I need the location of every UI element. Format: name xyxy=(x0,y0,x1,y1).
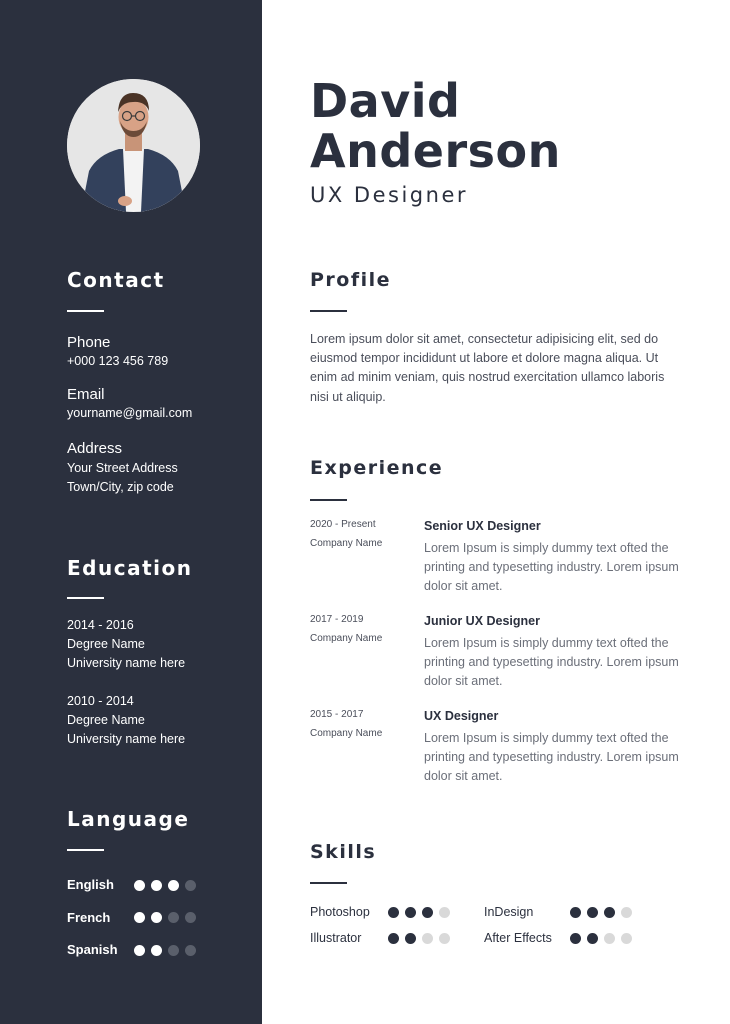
experience-description: Lorem Ipsum is simply dummy text ofted the printing and typesetting industry. Lorem ipsum dolor sit amet. xyxy=(424,636,679,688)
rating-dot-filled xyxy=(134,912,145,923)
rating-dot-filled xyxy=(151,945,162,956)
experience-company: Company Name xyxy=(310,728,383,739)
rating-dot-empty xyxy=(185,880,196,891)
skill-name: InDesign xyxy=(484,905,534,919)
person-illustration xyxy=(67,79,200,212)
rating-dot-filled xyxy=(168,880,179,891)
rating-dot-filled xyxy=(587,933,598,944)
skill-name: Illustrator xyxy=(310,931,362,945)
rating-dot-empty xyxy=(604,933,615,944)
job-title: UX Designer xyxy=(310,183,468,207)
rating-dot-filled xyxy=(134,945,145,956)
language-heading: Language xyxy=(67,807,190,831)
experience-company: Company Name xyxy=(310,538,383,549)
education-school: University name here xyxy=(67,656,186,670)
education-divider xyxy=(67,597,104,599)
language-name: English xyxy=(67,877,114,892)
experience-role: Senior UX Designer xyxy=(424,519,541,533)
person-name xyxy=(310,76,561,176)
rating-dot-empty xyxy=(185,945,196,956)
email-label: Email xyxy=(67,386,105,403)
skill-item xyxy=(484,931,644,945)
profile-heading: Profile xyxy=(310,269,392,291)
rating-dot-empty xyxy=(621,933,632,944)
education-degree: Degree Name xyxy=(67,713,145,727)
contact-heading: Contact xyxy=(67,268,165,292)
experience-dates: 2015 - 2017 xyxy=(310,709,364,720)
profile-divider xyxy=(310,310,347,312)
skills-divider xyxy=(310,882,347,884)
rating-dot-filled xyxy=(388,933,399,944)
skill-item xyxy=(310,931,460,945)
skill-name: Photoshop xyxy=(310,905,370,919)
education-heading: Education xyxy=(67,556,193,580)
rating-dot-filled xyxy=(405,933,416,944)
education-years: 2010 - 2014 xyxy=(67,694,134,708)
rating-dot-empty xyxy=(185,912,196,923)
experience-divider xyxy=(310,499,347,501)
language-row xyxy=(67,877,207,893)
skill-level xyxy=(570,933,632,944)
main-content xyxy=(262,0,730,1024)
rating-dot-empty xyxy=(422,933,433,944)
rating-dot-filled xyxy=(151,880,162,891)
rating-dot-empty xyxy=(439,907,450,918)
language-level xyxy=(134,912,196,923)
experience-heading: Experience xyxy=(310,457,444,479)
rating-dot-empty xyxy=(439,933,450,944)
phone-value: +000 123 456 789 xyxy=(67,354,169,368)
education-school: University name here xyxy=(67,732,186,746)
rating-dot-empty xyxy=(168,912,179,923)
language-divider xyxy=(67,849,104,851)
skill-level xyxy=(570,907,632,918)
experience-role: Junior UX Designer xyxy=(424,614,540,628)
address-line-2: Town/City, zip code xyxy=(67,480,174,494)
profile-photo xyxy=(67,79,200,212)
rating-dot-filled xyxy=(151,912,162,923)
language-row xyxy=(67,910,207,926)
education-degree: Degree Name xyxy=(67,637,145,651)
skills-heading: Skills xyxy=(310,841,377,863)
rating-dot-filled xyxy=(405,907,416,918)
language-level xyxy=(134,945,196,956)
rating-dot-filled xyxy=(388,907,399,918)
language-name: French xyxy=(67,910,111,925)
skill-item xyxy=(310,905,460,919)
rating-dot-filled xyxy=(134,880,145,891)
phone-label: Phone xyxy=(67,334,111,351)
experience-company: Company Name xyxy=(310,633,383,644)
email-value: yourname@gmail.com xyxy=(67,406,193,420)
rating-dot-empty xyxy=(168,945,179,956)
education-years: 2014 - 2016 xyxy=(67,618,134,632)
sidebar xyxy=(0,0,262,1024)
experience-description: Lorem Ipsum is simply dummy text ofted the printing and typesetting industry. Lorem ipsum dolor sit amet. xyxy=(424,731,679,783)
skill-level xyxy=(388,907,450,918)
rating-dot-filled xyxy=(570,907,581,918)
rating-dot-empty xyxy=(621,907,632,918)
language-name: Spanish xyxy=(67,942,118,957)
address-line-1: Your Street Address xyxy=(67,461,178,475)
experience-description: Lorem Ipsum is simply dummy text ofted the printing and typesetting industry. Lorem ipsum dolor sit amet. xyxy=(424,541,679,593)
experience-role: UX Designer xyxy=(424,709,499,723)
profile-text: Lorem ipsum dolor sit amet, consectetur adipisicing elit, sed do eiusmod tempor incididunt ut labore et dolore magna aliqua. Ut enim ad minim veniam, quis nostrud exercitation ullamco laboris nisi ut aliquip. xyxy=(310,332,665,404)
last-name: Anderson xyxy=(310,124,561,178)
experience-dates: 2017 - 2019 xyxy=(310,614,364,625)
language-row xyxy=(67,942,207,958)
rating-dot-filled xyxy=(587,907,598,918)
first-name: David xyxy=(310,74,461,128)
skill-item xyxy=(484,905,644,919)
experience-dates: 2020 - Present xyxy=(310,519,376,530)
language-level xyxy=(134,880,196,891)
rating-dot-filled xyxy=(570,933,581,944)
skill-level xyxy=(388,933,450,944)
rating-dot-filled xyxy=(422,907,433,918)
rating-dot-filled xyxy=(604,907,615,918)
address-label: Address xyxy=(67,440,123,457)
skill-name: After Effects xyxy=(484,931,552,945)
contact-divider xyxy=(67,310,104,312)
